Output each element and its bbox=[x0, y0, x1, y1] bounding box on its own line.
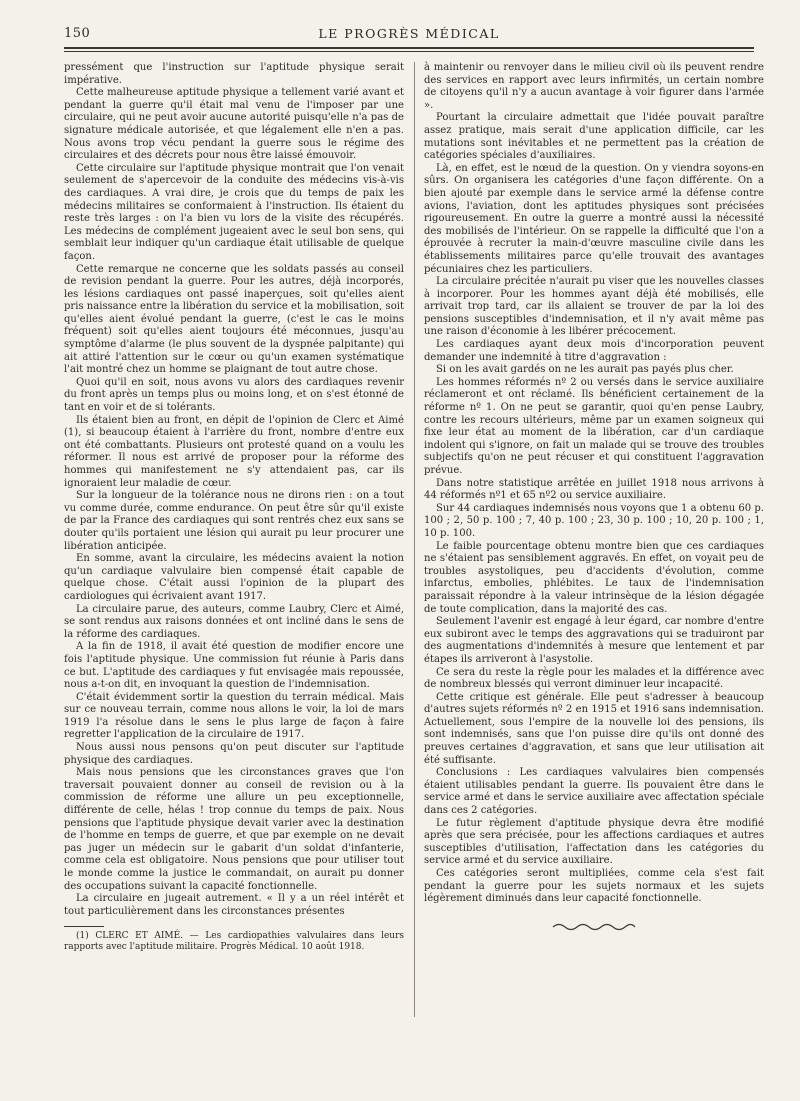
paragraph: La circulaire en jugeait autrement. « Il y a un réel intérêt et tout particulièrement dans les circonstances présentes bbox=[64, 893, 404, 917]
paragraph: Sur 44 cardiaques indemnisés nous voyons que 1 a obtenu 60 p. 100 ; 2, 50 p. 100 ; 7, 40 p. 100 ; 23, 30 p. 100 ; 10, 20 p. 100 ; 1, 10 p. 100. bbox=[424, 502, 764, 539]
paragraph: Dans notre statistique arrêtée en juillet 1918 nous arrivons à 44 réformés nº1 et 65 nº2 ou service auxiliaire. bbox=[424, 477, 764, 502]
paragraph: Les hommes réformés nº 2 ou versés dans le service auxiliaire réclameront et ont réclamé. Ils bénéficient certainement de la réforme nº 1. On ne peut se garantir, quoi qu'en pense Laubry, contre les recours ultérieurs, même par un examen soigneux qui fixe leur état au moment de la libération, car d'un cardiaque indolent qui s'ignore, on fait un malade qui se trouve des troubles subjectifs qu'on ne peut récuser et qui constituent l'aggravation prévue. bbox=[424, 376, 764, 476]
paragraph: Conclusions : Les cardiaques valvulaires bien compensés étaient utilisables pendant la guerre. Ils pouvaient être dans le service armé et dans le service auxiliaire avec affectation spéciale dans ces 2 catégories. bbox=[424, 767, 764, 817]
left-column bbox=[64, 62, 404, 953]
paragraph: Sur la longueur de la tolérance nous ne dirons rien : on a tout vu comme durée, comme endurance. On peut être sûr qu'il existe de par la France des cardiaques qui sont rentrés chez eux sans se douter qu'ils portaient une lésion qui aurait pu leur procurer une libération anticipée. bbox=[64, 490, 404, 552]
footnote-rule bbox=[64, 926, 104, 927]
paragraph: Cette circulaire sur l'aptitude physique montrait que l'on venait seulement de s'apercevoir de la conduite des médecins vis-à-vis des cardiaques. A vrai dire, je crois que du temps de paix les médecins militaires se conformaient à l'instruction. Ils étaient du reste très larges : on l'a bien vu lors de la visite des récupérés. Les médecins de complément jugeaient avec le seul bon sens, qui semblait leur indiquer qu'un cardiaque était utilisable de quelque façon. bbox=[64, 162, 404, 262]
paragraph: Le faible pourcentage obtenu montre bien que ces cardiaques ne s'étaient pas sensiblement aggravés. En effet, on voyait peu de troubles asystoliques, peu d'accidents d'évolution, comme infarctus, embolies, phlébites. Le taux de l'indemnisation paraissait répondre à la valeur intrinsèque de la lésion dégagée de toute complication, dans la majorité des cas. bbox=[424, 540, 764, 615]
paragraph: Ces catégories seront multipliées, comme cela s'est fait pendant la guerre pour les sujets normaux et les sujets légèrement diminués dans leur capacité fonctionnelle. bbox=[424, 868, 764, 905]
header-rule bbox=[64, 47, 754, 49]
footnote: (1) CLERC ET AIMÉ. — Les cardiopathies valvulaires dans leurs rapports avec l'aptitude militaire. Progrès Médical. 10 août 1918. bbox=[64, 931, 404, 953]
paragraph: pressément que l'instruction sur l'aptitude physique serait impérative. bbox=[64, 62, 404, 86]
paragraph: Pourtant la circulaire admettait que l'idée pouvait paraître assez pratique, mais serait d'une application difficile, car les mutations sont inévitables et ne permettent pas la création de catégories spéciales d'auxiliaires. bbox=[424, 112, 764, 162]
paragraph: C'était évidemment sortir la question du terrain médical. Mais sur ce nouveau terrain, comme nous allons le voir, la loi de mars 1919 l'a résolue dans le sens le plus large de façon à faire regretter l'application de la circulaire de 1917. bbox=[64, 691, 404, 741]
paragraph: Cette malheureuse aptitude physique a tellement varié avant et pendant la guerre qu'il était mal venu de l'imposer par une circulaire, qui ne peut avoir aucune autorité puisqu'elle n'a pas de signature médicale autorisée, et que légalement elle n'en a pas. Nous avons trop vécu pendant la guerre sous le régime des circulaires et des décrets pour nous être laissé émouvoir. bbox=[64, 87, 404, 162]
running-title: LE PROGRÈS MÉDICAL bbox=[318, 26, 500, 41]
page-header bbox=[64, 22, 754, 44]
paragraph: En somme, avant la circulaire, les médecins avaient la notion qu'un cardiaque valvulaire bien compensé était capable de quelque chose. C'était aussi l'opinion de la plupart des cardiologues qui écrivaient avant 1917. bbox=[64, 553, 404, 602]
paragraph: Seulement l'avenir est engagé à leur égard, car nombre d'entre eux subiront avec le temps des aggravations qui se traduiront par des augmentations d'indemnités à mesure que lentement et par étapes ils arriveront à l'asystolie. bbox=[424, 616, 764, 665]
column-separator bbox=[414, 62, 415, 1017]
paragraph: Là, en effet, est le nœud de la question. On y viendra soyons-en sûrs. On organisera les catégories d'une façon différente. On a bien ajouté par exemple dans le service armé la défense contre avions, l'aviation, dont les aptitudes physiques sont précisées rigoureusement. En outre la guerre a montré aussi la nécessité des mobilisés de l'intérieur. On se rappelle la difficulté que l'on a éprouvée à recruter la main-d'œuvre masculine civile dans les établissements militaires parce qu'elle trouvait des avantages pécuniaires chez les particuliers. bbox=[424, 162, 764, 275]
article-body bbox=[64, 62, 764, 1072]
paragraph: Si on les avait gardés on ne les aurait pas payés plus cher. bbox=[436, 364, 734, 376]
paragraph: à maintenir ou renvoyer dans le milieu civil où ils peuvent rendre des services en rapport avec leurs infirmités, un certain nombre de citoyens qu'il n'y a aucun avantage à voir figurer dans l'armée ». bbox=[424, 62, 764, 111]
paragraph: Cette critique est générale. Elle peut s'adresser à beaucoup d'autres sujets réformés nº 2 en 1915 et 1916 sans indemnisation. Actuellement, sous l'empire de la nouvelle loi des pensions, ils sont indemnisés, sans que l'on puisse dire qu'ils ont donné des preuves certaines d'aggravation, et sans que leur utilisation ait été suffisante. bbox=[424, 691, 764, 766]
header-rule-thin bbox=[64, 51, 754, 52]
right-column bbox=[424, 62, 764, 932]
end-ornament-icon bbox=[549, 920, 639, 932]
paragraph: A la fin de 1918, il avait été question de modifier encore une fois l'aptitude physique. Une commission fut réunie à Paris dans ce but. L'aptitude des cardiaques y fut envisagée mais repoussée, nous a-t-on dit, en invoquant la question de l'indemnisation. bbox=[64, 641, 404, 691]
paragraph: La circulaire parue, des auteurs, comme Laubry, Clerc et Aimé, se sont rendus aux raisons données et ont incliné dans le sens de la réforme des cardiaques. bbox=[64, 603, 404, 640]
paragraph: Le futur règlement d'aptitude physique devra être modifié après que sera précisée, pour les affections cardiaques et autres susceptibles d'utilisation, l'affectation dans les catégories du service armé et du service auxiliaire. bbox=[424, 817, 764, 867]
paragraph: Mais nous pensions que les circonstances graves que l'on traversait pouvaient donner au conseil de revision ou à la commission de réforme une allure un peu exceptionnelle, différente de celle, hélas ! trop connue du temps de paix. Nous pensions que l'aptitude physique devait varier avec la destination de l'homme en temps de guerre, et que par exemple on ne devait pas juger un médecin sur le gabarit d'un soldat d'infanterie, comme cela est obligatoire. Nous pensions que pour utiliser tout le monde comme la justice le commandait, on aurait pu donner des occupations suivant la capacité fonctionnelle. bbox=[64, 767, 404, 892]
page-number: 150 bbox=[64, 26, 91, 41]
paragraph: Quoi qu'il en soit, nous avons vu alors des cardiaques revenir du front après un temps plus ou moins long, et on s'est étonné de tant en voir et de si tolérants. bbox=[64, 376, 404, 414]
paragraph: Cette remarque ne concerne que les soldats passés au conseil de revision pendant la guerre. Pour les autres, déjà incorporés, les lésions cardiaques ont passé inaperçues, soit qu'elles aient pris naissance entre la libération du service et la mobilisation, soit qu'elles aient évolué pendant la guerre, (c'est le cas le moins fréquent) soit qu'elles aient toujours été méconnues, jusqu'au symptôme d'alarme (le plus souvent de la dyspnée palpitante) qui ait attiré l'attention sur le cœur ou qu'un examen systématique l'ait montré chez un homme se plaignant de tout autre chose. bbox=[64, 263, 404, 376]
paragraph: Ce sera du reste la règle pour les malades et la différence avec de nombreux blessés qui verront diminuer leur incapacité. bbox=[424, 666, 764, 691]
paragraph: Ils étaient bien au front, en dépit de l'opinion de Clerc et Aimé (1), si beaucoup étaient à l'arrière du front, nombre d'entre eux ont été combattants. Plusieurs ont protesté quand on a voulu les réformer. Il nous est arrivé de proposer pour la réforme des hommes qui manifestement ne s'y attendaient pas, car ils ignoraient leur maladie de cœur. bbox=[64, 414, 404, 489]
paragraph: Nous aussi nous pensons qu'on peut discuter sur l'aptitude physique des cardiaques. bbox=[64, 742, 404, 766]
paragraph: Les cardiaques ayant deux mois d'incorporation peuvent demander une indemnité à titre d'aggravation : bbox=[424, 339, 764, 363]
paragraph: La circulaire précitée n'aurait pu viser que les nouvelles classes à incorporer. Pour les hommes ayant déjà été mobilisés, elle arrivait trop tard, car ils allaient se trouver de par la loi des pensions susceptibles d'indemnisation, et il n'y avait même pas une raison d'économie à les libérer précocement. bbox=[424, 276, 764, 338]
